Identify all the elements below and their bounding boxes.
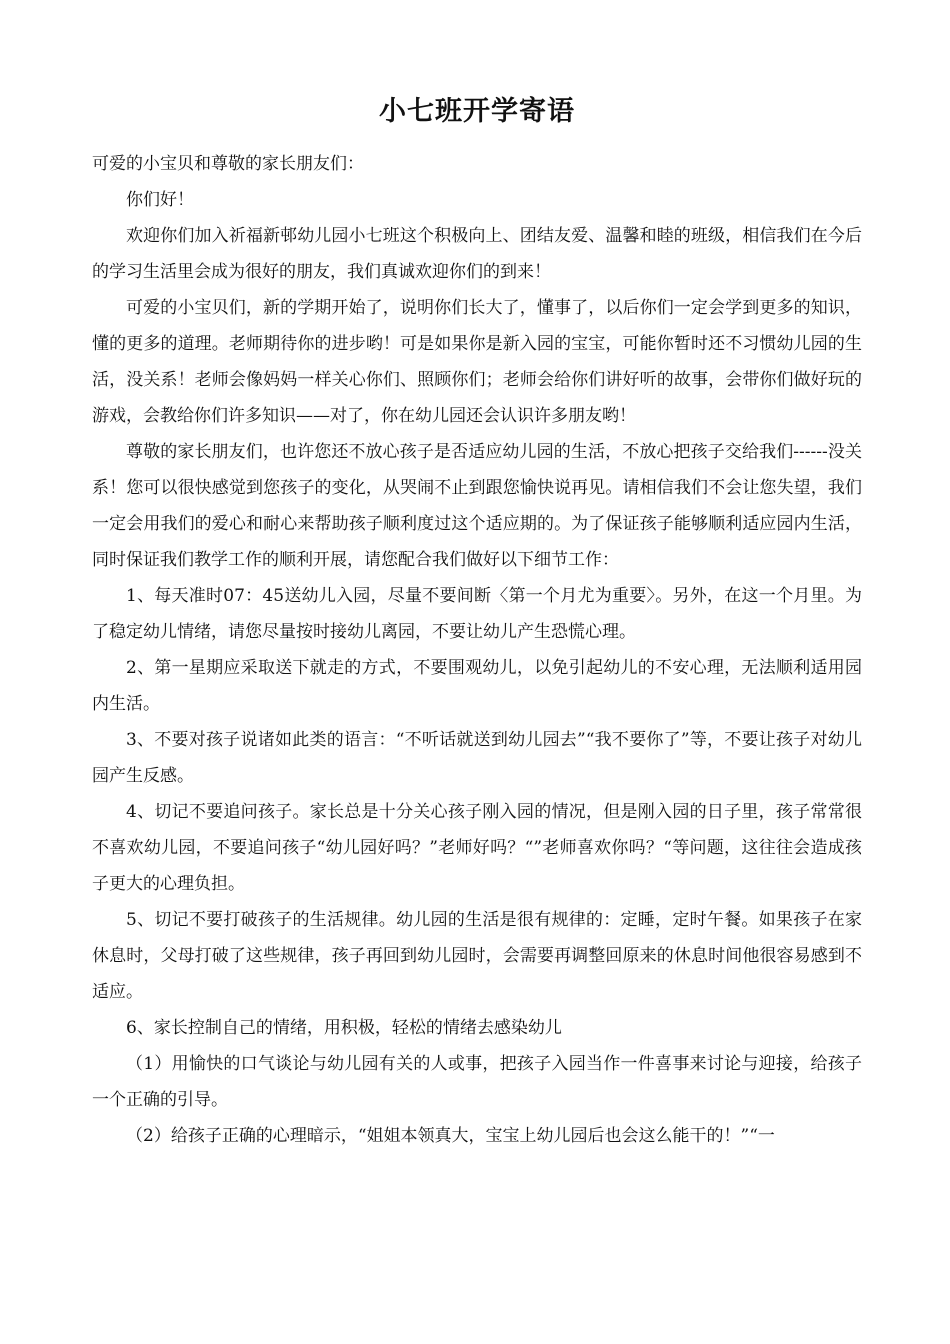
document-paragraph: 欢迎你们加入祈福新邨幼儿园小七班这个积极向上、团结友爱、温馨和睦的班级，相信我们在今后的学习生活里会成为很好的朋友，我们真诚欢迎你们的到来！ xyxy=(92,226,862,283)
document-paragraph: 可爱的小宝贝和尊敬的家长朋友们： xyxy=(92,154,364,175)
document-paragraph: 3、不要对孩子说诸如此类的语言：“不听话就送到幼儿园去”“我不要你了”等，不要让孩子对幼儿园产生反感。 xyxy=(92,730,862,787)
document-paragraph: 你们好！ xyxy=(126,190,194,211)
document-paragraph: （1）用愉快的口气谈论与幼儿园有关的人或事，把孩子入园当作一件喜事来讨论与迎接，给孩子一个正确的引导。 xyxy=(92,1054,862,1111)
document-paragraph: 尊敬的家长朋友们，也许您还不放心孩子是否适应幼儿园的生活，不放心把孩子交给我们------没关系！您可以很快感觉到您孩子的变化，从哭闹不止到跟您愉快说再见。请相信我们不会让您失望，我们一定会用我们的爱心和耐心来帮助孩子顺利度过这个适应期的。为了保证孩子能够顺利适应园内生活，同时保证我们教学工作的顺利开展，请您配合我们做好以下细节工作： xyxy=(92,442,862,571)
document-paragraph: 4、切记不要追问孩子。家长总是十分关心孩子刚入园的情况，但是刚入园的日子里，孩子常常很不喜欢幼儿园，不要追问孩子“幼儿园好吗？”老师好吗？“”老师喜欢你吗？“等问题，这往往会造成孩子更大的心理负担。 xyxy=(92,802,862,895)
paragraph-list xyxy=(92,146,862,1154)
document-paragraph: 6、家长控制自己的情绪，用积极，轻松的情绪去感染幼儿 xyxy=(126,1018,562,1039)
document-paragraph: 可爱的小宝贝们，新的学期开始了，说明你们长大了，懂事了，以后你们一定会学到更多的知识，懂的更多的道理。老师期待你的进步哟！可是如果你是新入园的宝宝，可能你暂时还不习惯幼儿园的生活，没关系！老师会像妈妈一样关心你们、照顾你们；老师会给你们讲好听的故事，会带你们做好玩的游戏，会教给你们许多知识——对了，你在幼儿园还会认识许多朋友哟！ xyxy=(92,298,862,427)
document-title: 小七班开学寄语 xyxy=(379,96,575,127)
document-paragraph: 5、切记不要打破孩子的生活规律。幼儿园的生活是很有规律的：定睡，定时午餐。如果孩子在家休息时，父母打破了这些规律，孩子再回到幼儿园时，会需要再调整回原来的休息时间他很容易感到不适应。 xyxy=(92,910,862,1003)
document-paragraph: 1、每天准时07：45送幼儿入园，尽量不要间断〈第一个月尤为重要〉。另外，在这一个月里。为了稳定幼儿情绪，请您尽量按时接幼儿离园，不要让幼儿产生恐慌心理。 xyxy=(92,586,862,643)
document-body xyxy=(92,96,862,1154)
document-paragraph: 2、第一星期应采取送下就走的方式，不要围观幼儿，以免引起幼儿的不安心理，无法顺利适用园内生活。 xyxy=(92,658,862,715)
document-paragraph: （2）给孩子正确的心理暗示，“姐姐本领真大，宝宝上幼儿园后也会这么能干的！”“一 xyxy=(126,1126,775,1147)
